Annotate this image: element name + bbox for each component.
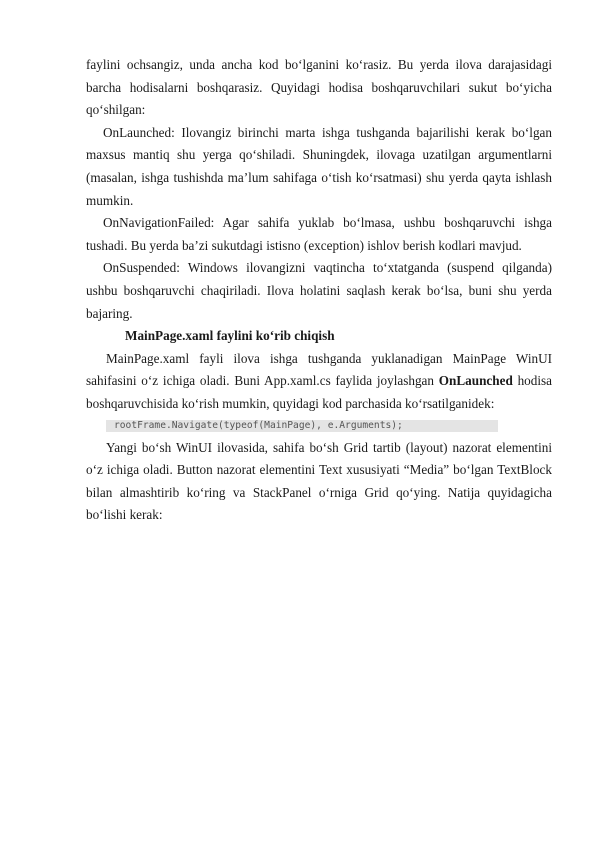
section-heading: MainPage.xaml faylini ko‘rib chiqish	[125, 328, 335, 344]
code-snippet: rootFrame.Navigate(typeof(MainPage), e.Arguments);	[106, 420, 498, 432]
paragraph-new-app: Yangi bo‘sh WinUI ilovasida, sahifa bo‘sh Grid tartib (layout) nazorat elementini o‘z ichiga oladi. Button nazorat elementini Text xususiyati “Media” bo‘lgan TextBlock bilan almashtirib ko‘ring va StackPanel o‘rniga Grid qo‘ying. Natija quyidagicha bo‘lishi kerak:	[86, 439, 552, 523]
mainpage-text-before: MainPage.xaml fayli ilova ishga tushganda yuklanadigan MainPage WinUI sahifasini o‘z ichiga oladi. Buni App.xaml.cs faylida joylashgan	[86, 350, 552, 389]
onlaunched-bold: OnLaunched	[438, 373, 513, 389]
mainpage-text-after: hodisa boshqaruvchisida ko‘rish mumkin, quyidagi kod parchasida ko‘rsatilganidek:	[86, 373, 552, 411]
paragraph-intro: faylini ochsangiz, unda ancha kod bo‘lganini ko‘rasiz. Bu yerda ilova darajasidagi barcha hodisalarni boshqarasiz. Quyidagi hodisa boshqaruvchilari sukut bo‘yicha qo‘shilgan:	[86, 57, 552, 118]
paragraph-onsuspended: OnSuspended: Windows ilovangizni vaqtincha to‘xtatganda (suspend qilganda) ushbu boshqaruvchi chaqiriladi. Ilova holatini saqlash kerak bo‘lsa, buni shu yerda bajaring.	[86, 260, 552, 321]
document-page	[86, 54, 552, 527]
paragraph-onlaunched: OnLaunched: Ilovangiz birinchi marta ishga tushganda bajarilishi kerak bo‘lgan maxsus mantiq shu yerga qo‘shiladi. Shuningdek, ilovaga uzatilgan argumentlarni (masalan, ishga tushishda ma’lum sahifaga o‘tish ko‘rsatmasi) shu yerda qayta ishlash mumkin.	[86, 124, 552, 208]
paragraph-onnavigationfailed: OnNavigationFailed: Agar sahifa yuklab bo‘lmasa, ushbu boshqaruvchi ishga tushadi. Bu yerda ba’zi sukutdagi istisno (exception) ishlov berish kodlari mavjud.	[86, 215, 552, 253]
paragraph-mainpage	[86, 348, 552, 416]
